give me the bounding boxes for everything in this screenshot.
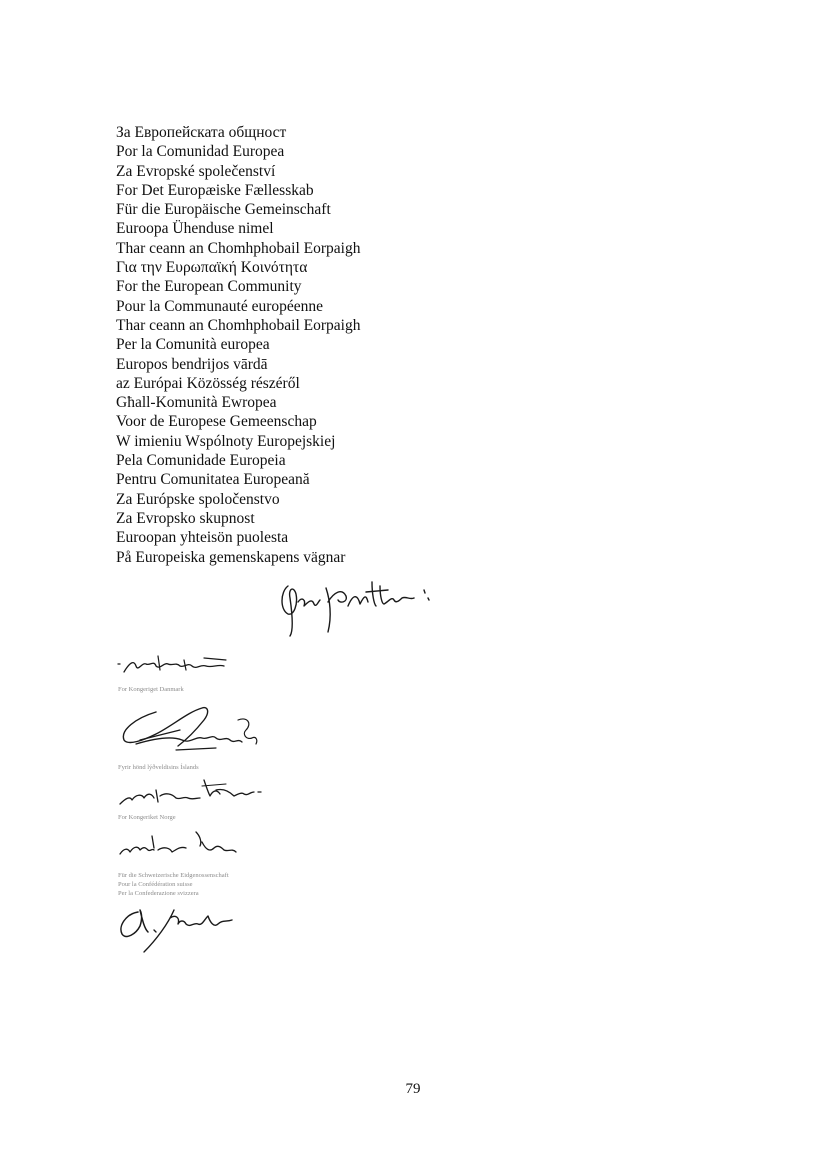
signatory-line: За Европейската общност (116, 124, 287, 141)
caption-denmark: For Kongeriget Danmark (118, 686, 184, 693)
page-number: 79 (405, 1081, 421, 1097)
signatory-line: Euroopa Ühenduse nimel (116, 220, 274, 238)
signatory-line: Για την Ευρωπαϊκή Κοινότητα (116, 259, 308, 277)
signatory-line: Für die Europäische Gemeinschaft (116, 201, 331, 219)
signatory-line: Euroopan yhteisön puolesta (116, 529, 289, 547)
signature-norway (116, 776, 266, 812)
signatory-line: az Európai Közösség részéről (116, 374, 300, 392)
signature-denmark (114, 652, 234, 678)
signature-switzerland (114, 904, 244, 956)
signatory-line: Per la Comunità europea (116, 336, 270, 354)
signatory-line: For the European Community (116, 278, 302, 296)
signatory-line: Thar ceann an Chomhphobail Eorpaigh (116, 239, 361, 257)
signatory-line: Za Evropsko skupnost (116, 509, 255, 527)
signatory-line: Pour la Communauté européenne (116, 297, 324, 315)
signatory-line: Pela Comunidade Europeia (116, 452, 286, 470)
caption-norway: For Kongeriket Norge (118, 814, 176, 821)
signatory-line: For Det Europæiske Fællesskab (116, 181, 314, 199)
signatory-line: På Europeiska gemenskapens vägnar (116, 548, 346, 566)
signatory-lines (116, 123, 360, 567)
signatory-line: Pentru Comunitatea Europeană (116, 471, 310, 489)
signatory-line: Thar ceann an Chomhphobail Eorpaigh (116, 316, 361, 334)
signature-norway-2 (116, 828, 241, 862)
signatory-line: Za Evropské společenství (116, 162, 276, 180)
caption-switzerland-it: Per la Confederazione svizzera (118, 890, 199, 897)
signatory-line: Voor de Europese Gemeenschap (116, 413, 317, 431)
caption-iceland: Fyrir hönd lýðveldisins Íslands (118, 764, 199, 771)
caption-switzerland-fr: Pour la Confédération suisse (118, 881, 193, 888)
signature-iceland (116, 700, 261, 762)
caption-switzerland-de: Für die Schweizerische Eidgenossenschaft (118, 872, 229, 879)
signatory-line: Għall-Komunità Ewropea (116, 394, 277, 412)
signatory-line: Europos bendrijos vārdā (116, 355, 268, 373)
signatory-line: W imieniu Wspólnoty Europejskiej (116, 432, 336, 450)
signatory-line: Por la Comunidad Europea (116, 143, 285, 161)
signatory-line: Za Európske spoločenstvo (116, 490, 280, 508)
signature-european-community (268, 572, 448, 642)
